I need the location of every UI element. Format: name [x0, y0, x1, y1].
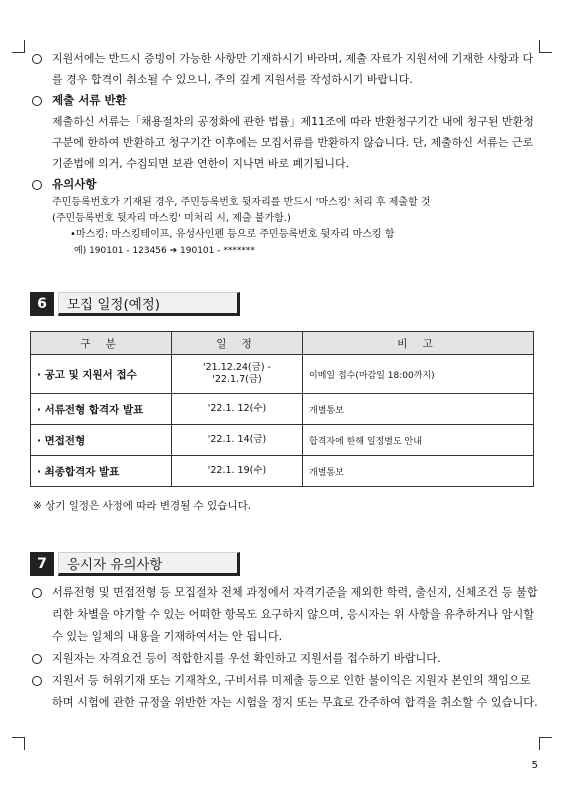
paragraph: 주민등록번호가 기재된 경우, 주민등록번호 뒷자리를 반드시 '마스킹' 처리 후 제출할 것	[52, 197, 431, 208]
heading: 제출 서류 반환	[52, 93, 127, 107]
section-number: 7	[30, 552, 54, 576]
row-date: '21.12.24(금) - '22.1.7(금)	[172, 355, 303, 394]
paragraph: •마스킹: 마스킹테이프, 유성사인펜 등으로 주민등록번호 뒷자리 마스킹 함	[70, 229, 395, 240]
crop-mark-top-right	[539, 40, 552, 53]
page-number: 5	[531, 760, 538, 771]
table-header-row	[31, 332, 534, 355]
bullet-item	[30, 582, 540, 648]
column-header: 구 분	[31, 332, 172, 355]
section-number: 6	[30, 292, 54, 316]
row-label: · 최종합격자 발표	[31, 456, 172, 487]
section-header-7	[30, 552, 240, 576]
section-title: 응시자 유의사항	[58, 552, 240, 576]
example-line: 예) 190101 - 123456 ➔ 190101 - *******	[74, 246, 255, 256]
crop-mark-bottom-left	[12, 737, 25, 750]
row-note: 이메일 접수(마감일 18:00까지)	[303, 355, 534, 394]
section-header-6	[30, 292, 240, 316]
row-label: · 면접전형	[31, 425, 172, 456]
table-row	[31, 355, 534, 394]
schedule-footnote: ※ 상기 일정은 사정에 따라 변경될 수 있습니다.	[33, 500, 252, 512]
paragraph: 지원자는 자격요건 등이 적합한지를 우선 확인하고 지원서를 접수하기 바랍니다.	[52, 652, 441, 665]
top-content	[30, 48, 540, 259]
row-note: 개별통보	[303, 456, 534, 487]
row-note: 합격자에 한해 일정별도 안내	[303, 425, 534, 456]
paragraph: 지원서에는 반드시 증빙이 가능한 사항만 기재하시기 바라며, 제출 자료가 지원서에 기재한 사항과 다를 경우 합격이 취소될 수 있으니, 주의 깊게 지원서를 작성하시기 바랍니다.	[52, 52, 534, 86]
section-title: 모집 일정(예정)	[58, 292, 240, 316]
bullet-item	[30, 670, 540, 714]
table-row	[31, 394, 534, 425]
bullet-heading	[30, 174, 540, 195]
row-label: · 서류전형 합격자 발표	[31, 394, 172, 425]
schedule-table	[30, 331, 534, 487]
row-note: 개별통보	[303, 394, 534, 425]
paragraph: (주민등록번호 뒷자리 마스킹' 미처리 시, 제출 불가함.)	[52, 213, 291, 224]
row-date: '22.1. 12(수)	[172, 394, 303, 425]
crop-mark-bottom-right	[539, 737, 552, 750]
paragraph: 서류전형 및 면접전형 등 모집절차 전체 과정에서 자격기준을 제외한 학력, 출신지, 신체조건 등 불합리한 차별을 야기할 수 있는 어떠한 항목도 요구하지 않으며, 응시자는 위 사항을 유추하거나 암시할 수 있는 일체의 내용을 기재하여서는 안 됩니다.	[52, 586, 538, 643]
paragraph: 제출하신 서류는「채용절차의 공정화에 관한 법률」제11조에 따라 반환청구기간 내에 청구된 반환청구분에 한하여 반환하고 청구기간 이후에는 모집서류를 반환하지 않습니다. 단, 제출하신 서류는 근로기준법에 의거, 수집되면 보관 연한이 지나면 바로 폐기됩니다.	[52, 115, 534, 170]
column-header: 일 정	[172, 332, 303, 355]
bullet-item	[30, 648, 540, 670]
bullet-item	[30, 48, 540, 90]
heading: 유의사항	[52, 177, 97, 191]
paragraph: 지원서 등 허위기재 또는 기재착오, 구비서류 미제출 등으로 인한 불이익은 지원자 본인의 책임으로 하며 시험에 관한 규정을 위반한 자는 시험을 정지 또는 무효로 간주하여 합격을 취소할 수 있습니다.	[52, 674, 538, 709]
row-date: '22.1. 19(수)	[172, 456, 303, 487]
crop-mark-top-left	[12, 40, 25, 53]
table-row	[31, 425, 534, 456]
row-label: · 공고 및 지원서 접수	[31, 355, 172, 394]
bullet-heading	[30, 90, 540, 111]
section-7-content	[30, 582, 540, 714]
row-date: '22.1. 14(금)	[172, 425, 303, 456]
column-header: 비 고	[303, 332, 534, 355]
table-row	[31, 456, 534, 487]
